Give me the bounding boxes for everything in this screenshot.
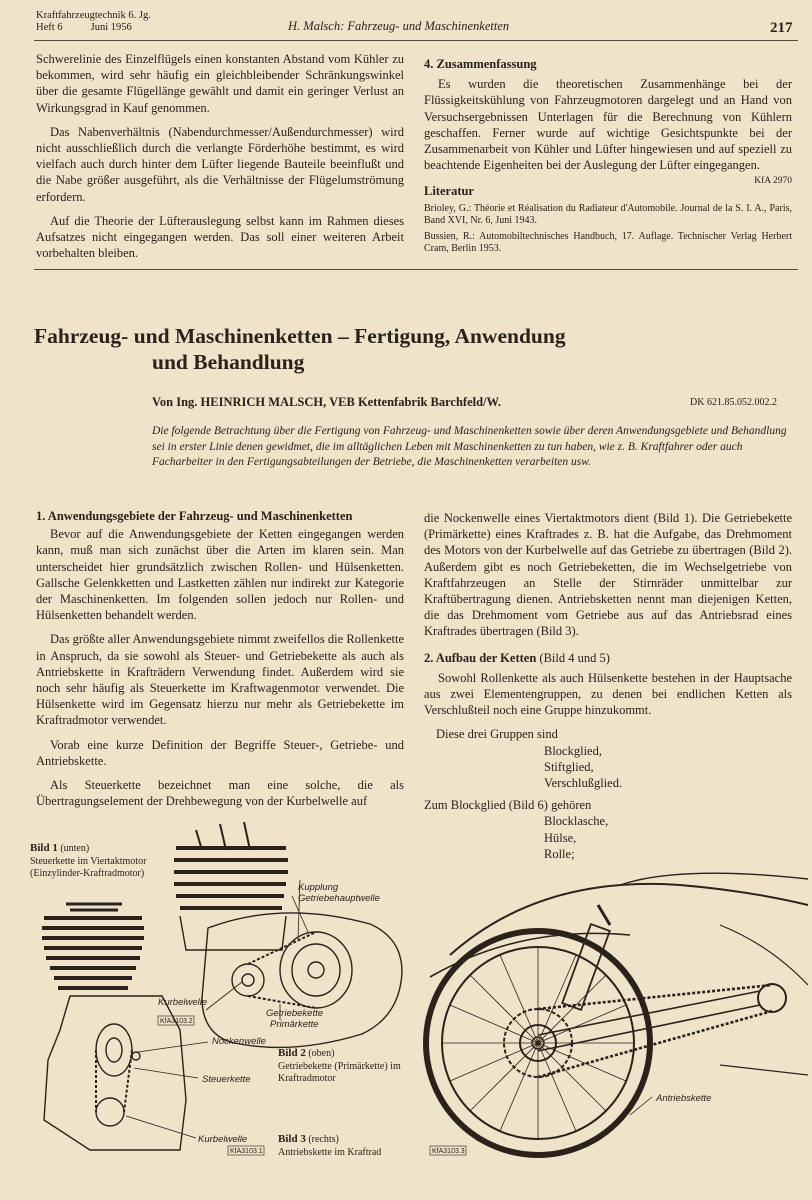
journal-volume: 6. Jg. (128, 10, 151, 21)
article-left-column (36, 508, 404, 809)
prev-paragraph: Das Nabenverhältnis (Nabendurchmesser/Außendurchmesser) wird nicht ausschließlich durch die verlangte Förderhöhe bestimmt, es wird vielfach auch durch hinter dem Lüfter liegende Bauteile beeinflußt und die Nabe größer ausgeführt, als die Verhältnisse der Flügelumströmung erfordern. (36, 124, 404, 204)
prev-article-left-column (36, 51, 404, 261)
article-abstract: Die folgende Betrachtung über die Fertigung von Fahrzeug- und Maschinenketten sowie über deren Anwendungsgebiete und Behandlung sei in erster Linie denen gewidmet, die im alltäglichen Leben mit Maschinenketten zu tun haben, wie z. B. Kraftfahrer oder auch Facharbeiter in den Fertigungsabteilungen der Betriebe, die Maschinenketten verarbeiten usw. (152, 425, 787, 468)
crank-sprocket (96, 1098, 124, 1126)
section1-paragraph: Als Steuerkette bezeichnet man eine solche, die als Übertragungselement der Drehbewegung von der Kurbelwelle auf (36, 778, 404, 809)
label-steuerkette: Steuerkette (202, 1074, 251, 1085)
journal-date: Juni 1956 (90, 22, 132, 33)
tag-bild3: KfA3103.3 (432, 1148, 465, 1155)
dk-classification: DK 621.85.052.002.2 (690, 397, 777, 408)
tag-bild1: KfA3103.1 (230, 1148, 263, 1155)
prev-article-right-column (424, 56, 792, 259)
camshaft-sprocket (96, 1024, 132, 1076)
article-right-column (424, 510, 792, 862)
cylinder-fins-top (174, 822, 288, 908)
section1-paragraph: Das größte aller Anwendungsgebiete nimmt zweifellos die Rollenkette in Anspruch, da sie sowohl als Steuer- und Getriebekette als auch als Antriebskette in Krafträdern Verwendung findet. Außerdem wird sie noch sehr häufig als Steuerkette im Kraftwagenmotor verwendet. Die Hülsenkette wird im Gegensatz hierzu nur mehr als Getriebekette im Kraftradmotor verwendet. (36, 632, 404, 728)
group-item: Blockglied, (544, 743, 602, 758)
article-title (34, 323, 566, 375)
bild2-caption: Bild 2 (oben) Getriebekette (Primärkette) im Kraftradmotor (278, 1047, 401, 1084)
timing-chain (96, 1050, 132, 1112)
section1-heading: 1. Anwendungsgebiete der Fahrzeug- und Maschinenketten (36, 509, 353, 523)
label-kurbelwelle: Kurbelwelle (158, 997, 208, 1008)
literature-list (424, 203, 792, 256)
drive-chain (538, 985, 772, 1077)
motorcycle-drawing (420, 865, 808, 1165)
label-getriebehauptwelle: Getriebehauptwelle (298, 893, 380, 904)
block-part: Hülse, (544, 830, 577, 845)
section1-paragraph: Bevor auf die Anwendungsgebiete der Ketten eingegangen werden kann, muß man sich zunächst über die Arten im klaren sein. Man unterscheidet hier grundsätzlich zwischen Rollen- und Hülsenketten. Gallsche Gelenkketten und Lastketten zählen nur indirekt zur Kategorie der Maschinenketten. Im folgenden sollen jedoch nur Rollen- und Hülsenketten behandelt werden. (36, 527, 404, 623)
bild3-caption: Bild 3 (rechts) Antriebskette im Kraftrad (278, 1133, 382, 1158)
prev-paragraph: Auf die Theorie der Lüfterauslegung selbst kann im Rahmen dieses Aufsatzes nicht eingegangen werden. Das soll einer weiteren Arbeit vorbehalten bleiben. (36, 213, 404, 261)
label-kurbelwelle-bild1: Kurbelwelle (198, 1134, 248, 1145)
group-item: Stiftglied, (544, 759, 594, 774)
label-getriebekette: Getriebekette (266, 1008, 324, 1019)
running-title: H. Malsch: Fahrzeug- und Maschinenketten (288, 19, 510, 33)
right-paragraph: die Nockenwelle eines Viertaktmotors dient (Bild 1). Die Getriebekette (Primärkette) eines Kraftrades z. B. hat die Aufgabe, das Drehmoment des Motors von der Kurbelwelle auf das Getriebe zu übertragen (Bild 2). Außerdem gibt es noch Getriebeketten, die im Wechselgetriebe von Kraftfahrzeugen an Stelle der Stirnräder unmittelbar zur Kraftübertragung dienen. Antriebsketten nennt man diejenigen Ketten, die das Drehmoment vom Getriebe aus auf das Antriebsrad eines Kraftrades übertragen (Bild 3). (424, 511, 792, 639)
group-item: Verschlußglied. (544, 776, 623, 791)
label-primaerkette: Primärkette (270, 1019, 319, 1030)
tag-bild2: KfA3103.2 (160, 1018, 193, 1025)
article-title-line2: und Behandlung (152, 350, 305, 374)
label-nockenwelle: Nockenwelle (212, 1036, 266, 1047)
article-separator (34, 269, 798, 270)
wheel-spokes (442, 947, 634, 1139)
section2-paragraph: Sowohl Rollenkette als auch Hülsenkette bestehen in der Hauptsache aus zwei Elementengruppen, zu denen bei endlichen Ketten als Verschlußteil noch eine Gruppe hinzukommt. (424, 670, 792, 718)
literature-entry: Brioley, G.: Théorie et Réalisation du Radiateur d'Automobile. Journal de la S. I. A., Paris, Band XVI, Nr. 6, Juni 1943. (424, 202, 792, 227)
engine-sprocket (232, 964, 264, 996)
label-antriebskette: Antriebskette (656, 1093, 712, 1104)
prev-paragraph: Schwerelinie des Einzelflügels einen konstanten Abstand vom Kühler zu bekommen, wird sehr häufig ein gleichbleibender Schränkungswinkel über die gesamte Flügellänge gewählt und damit ein geringer Verlust an Wirkungsgrad in Kauf genommen. (36, 52, 404, 115)
summary-ref: KfA 2970 (754, 176, 792, 187)
journal-name: Kraftfahrzeugtechnik (36, 10, 126, 21)
groups-list (424, 726, 792, 862)
label-kupplung: Kupplung (298, 882, 339, 893)
article-title-line1: Fahrzeug- und Maschinenketten – Fertigung, Anwendung (34, 324, 566, 348)
section1-paragraph: Vorab eine kurze Definition der Begriffe Steuer-, Getriebe- und Antriebskette. (36, 737, 404, 768)
section2-heading: 2. Aufbau der Ketten (Bild 4 und 5) (424, 650, 610, 665)
journal-issue: Heft 6 (36, 22, 63, 33)
bild1-caption: Bild 1 (unten) Steuerkette im Viertaktmotor (Einzylinder-Kraftradmotor) (30, 842, 147, 879)
literature-entry: Bussien, R.: Automobiltechnisches Handbuch, 17. Auflage. Technischer Verlag Herbert Cram, Berlin 1953. (424, 230, 792, 255)
page-number: 217 (770, 20, 793, 36)
primary-chain (248, 932, 316, 1008)
engine-drawing (30, 820, 420, 1160)
summary-heading: 4. Zusammenfassung (424, 57, 537, 71)
rear-fender (450, 884, 808, 955)
article-author: Von Ing. HEINRICH MALSCH, VEB Kettenfabrik Barchfeld/W. (152, 395, 502, 409)
block-part: Rolle; (544, 846, 575, 861)
literature-heading: Literatur (424, 184, 474, 199)
block-part: Blocklasche, (544, 814, 609, 829)
block-intro: Zum Blockglied (Bild 6) gehören (424, 798, 592, 813)
gearbox-sprocket (758, 984, 786, 1012)
journal-header (36, 10, 151, 34)
cylinder-fins (42, 904, 144, 988)
summary-text: Es wurden die theoretischen Zusammenhänge bei der Flüssigkeitskühlung von Fahrzeugmotoren dargelegt und an Hand von Versuchsergebnissen Unterlagen für die Berechnung von Kühlern geschaffen. Ferner wurde auf wichtige Gesichtspunkte bei der Zusammenarbeit von Kühler und Lüfter hingewiesen und auf speziell zu beachtende Eigenheiten bei der Auslegung der Lüfter eingegangen. KfA 2970 (424, 76, 792, 173)
groups-intro: Diese drei Gruppen sind (436, 727, 558, 742)
header-rule (34, 40, 798, 41)
